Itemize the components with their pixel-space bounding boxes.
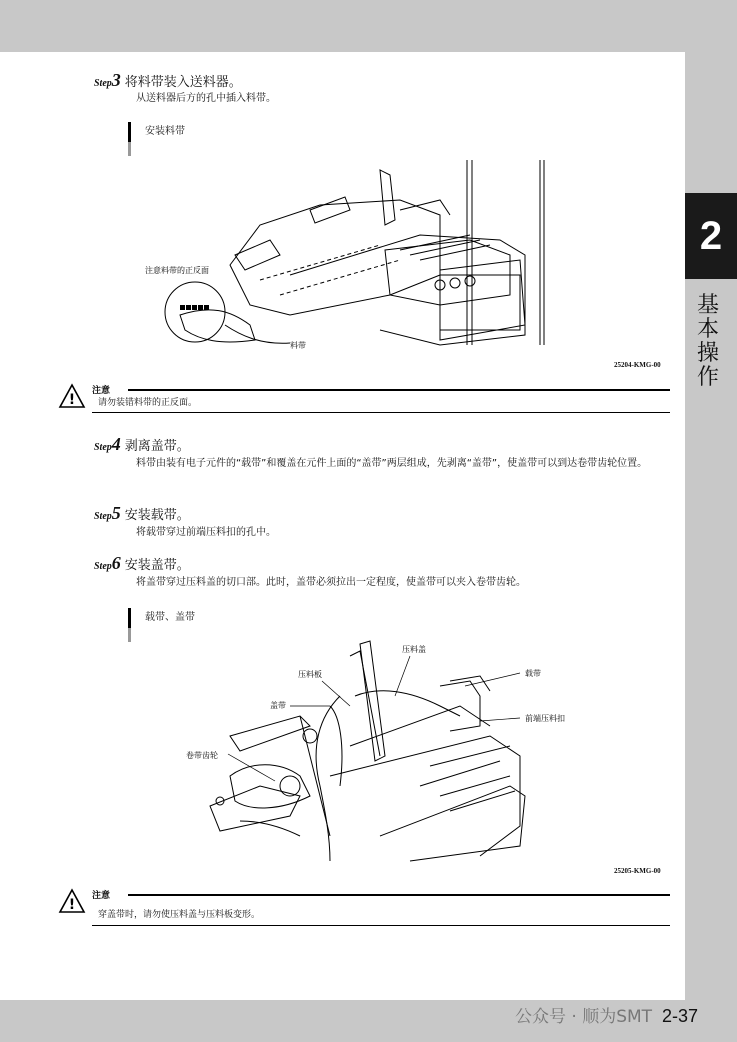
svg-text:!: ! [68, 392, 76, 408]
caution-label: 注意 [92, 386, 111, 396]
step-title: 剥离盖带。 [124, 439, 190, 454]
label-reel-gear: 卷带齿轮 [186, 751, 218, 760]
warning-icon [58, 888, 86, 914]
step-3-heading: Step3 将料带装入送料器。 [94, 70, 242, 90]
warning-icon [58, 383, 86, 409]
divider [92, 925, 670, 926]
caution-label: 注意 [92, 891, 111, 901]
step-4-heading: Step4 剥离盖带。 [94, 434, 190, 454]
label-front-side: 注意料带的正反面 [145, 266, 209, 275]
step-4-text: 料带由装有电子元件的“载带”和覆盖在元件上面的“盖带”两层组成，先剥离“盖带”，使盖带可以到达卷带齿轮位置。 [136, 458, 648, 469]
caution-2 [58, 888, 670, 928]
caution-1 [58, 383, 670, 419]
step-5-text: 将载带穿过前端压料扣的孔中。 [136, 527, 276, 538]
figure-1-id: 25204-KMG-00 [614, 361, 661, 369]
page-number: 2-37 [662, 1006, 699, 1026]
step-title: 将料带装入送料器。 [124, 75, 242, 90]
figure-2-id: 25205-KMG-00 [614, 867, 661, 875]
divider [92, 412, 670, 413]
label-tape: 料带 [290, 341, 306, 350]
feeder-diagram-1 [140, 155, 540, 360]
label-cover-press: 压料盖 [402, 645, 426, 654]
side-band [685, 0, 737, 1042]
label-cover-tape: 盖带 [270, 701, 286, 710]
label-carrier: 载带 [525, 669, 541, 678]
divider [128, 389, 670, 391]
step-3-text: 从送料器后方的孔中插入料带。 [136, 93, 276, 104]
label-front-clamp: 前端压料扣 [525, 714, 565, 723]
step-title: 安装盖带。 [124, 558, 190, 573]
feeder-diagram-2 [180, 636, 565, 866]
step-5-heading: Step5 安装载带。 [94, 503, 190, 523]
figure-2-caption: 载带、盖带 [128, 608, 195, 638]
watermark: 公众号 · 顺为SMT [515, 1007, 653, 1027]
divider [128, 894, 670, 896]
step-title: 安装载带。 [124, 508, 190, 523]
top-band [0, 0, 737, 52]
step-6-text: 将盖带穿过压料盖的切口部。此时，盖带必须拉出一定程度，使盖带可以夹入卷带齿轮。 [136, 577, 526, 588]
step-6-heading: Step6 安装盖带。 [94, 553, 190, 573]
label-press-plate: 压料板 [298, 670, 322, 679]
caution-text: 请勿装错料带的正反面。 [98, 398, 198, 408]
figure-1-caption: 安装料带 [128, 122, 185, 152]
chapter-title: 基 本 操 作 [696, 293, 719, 390]
chapter-number: 2 [685, 193, 737, 279]
caution-text: 穿盖带时，请勿使压料盖与压料板变形。 [98, 910, 261, 920]
svg-text:!: ! [68, 897, 76, 913]
